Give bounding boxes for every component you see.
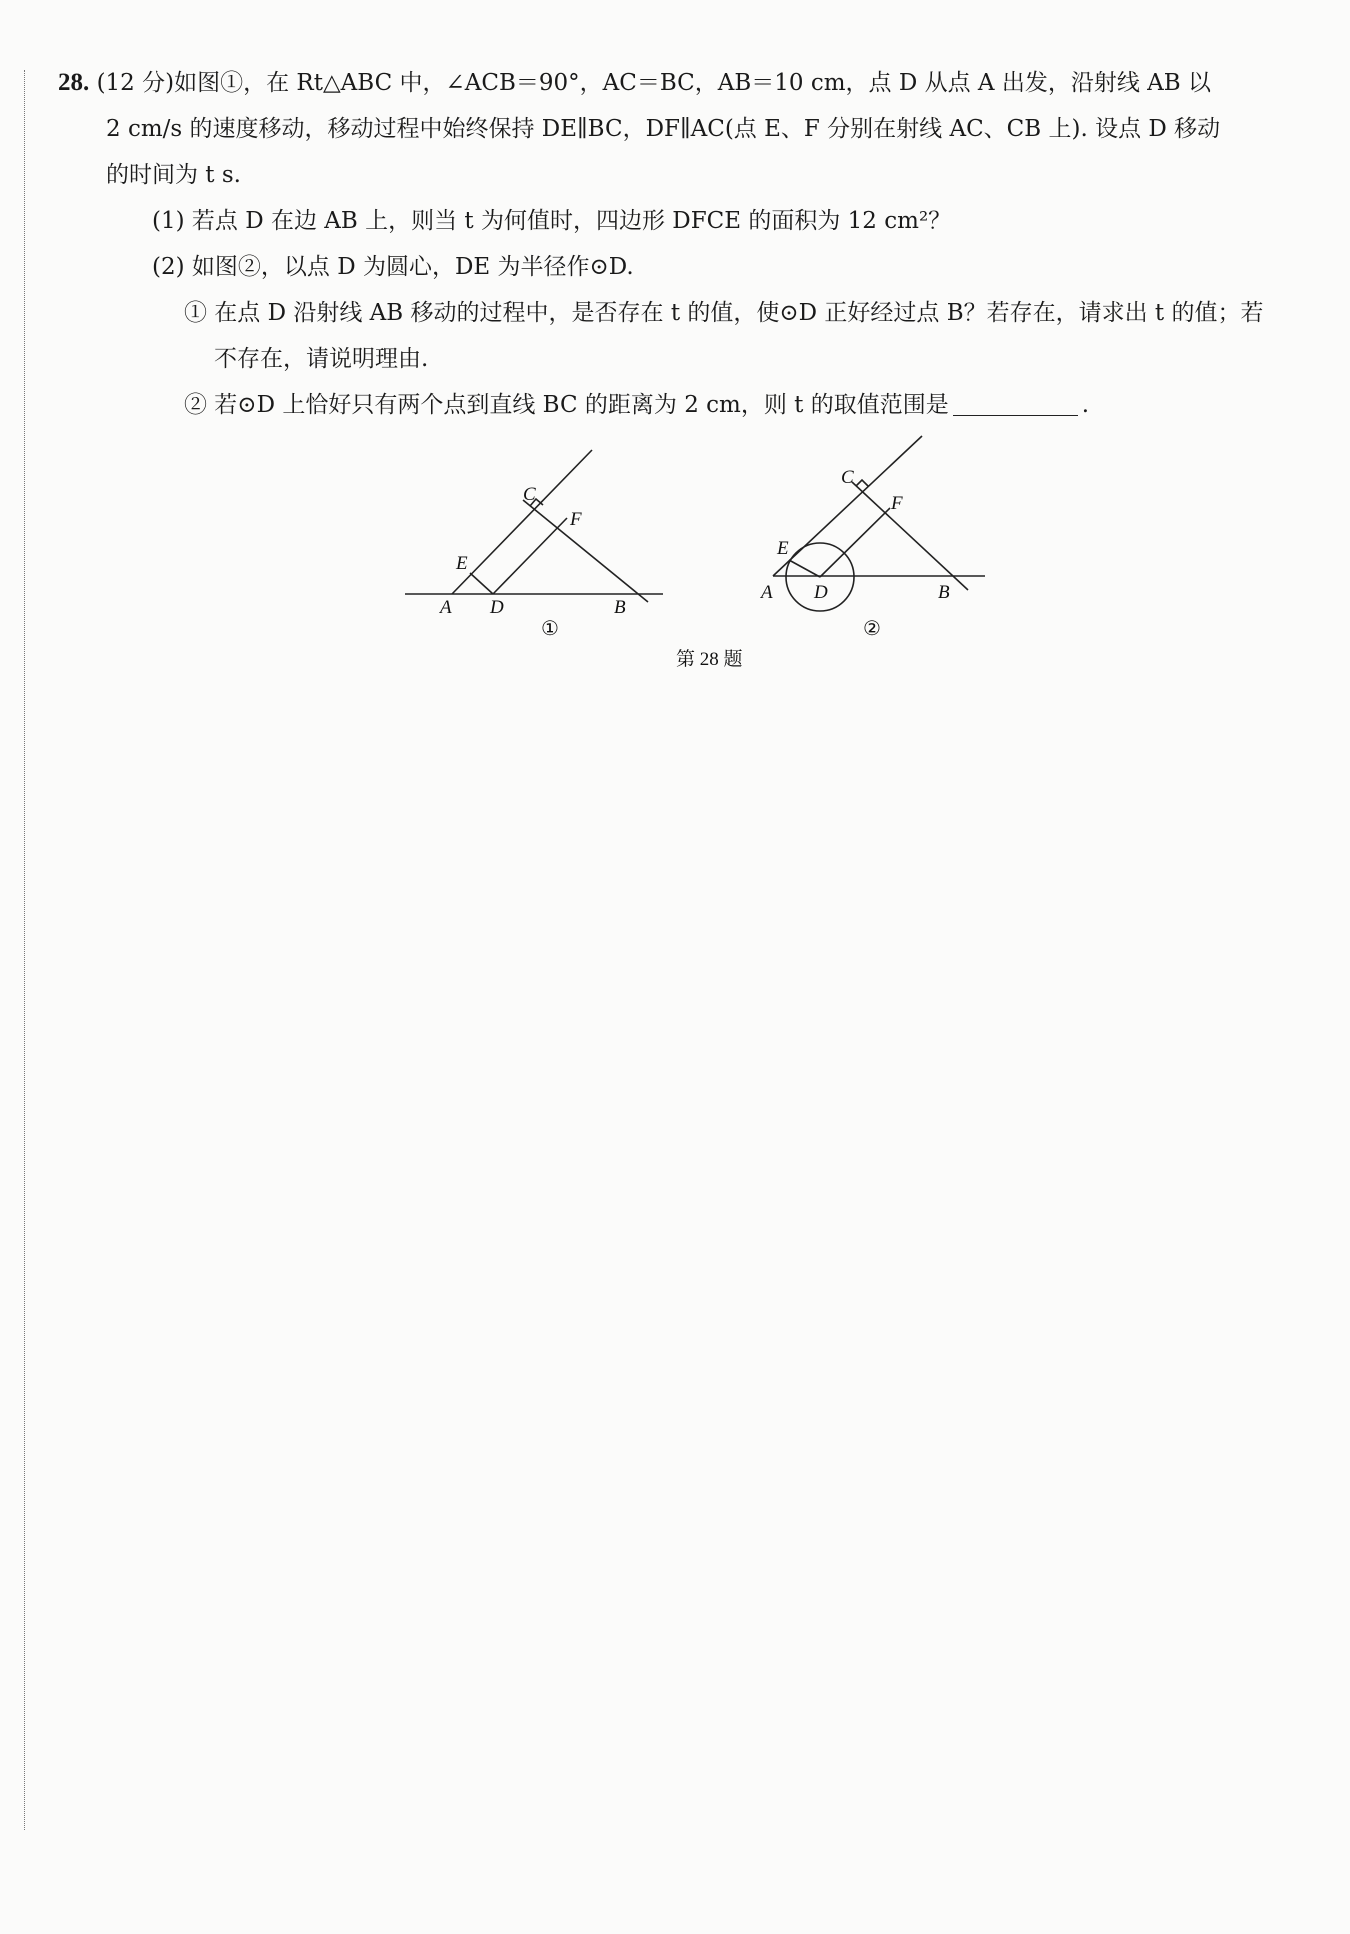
sub-question-2-period: . bbox=[1081, 392, 1090, 418]
fig2-segment-df bbox=[820, 508, 890, 577]
fig1-caption: ① bbox=[541, 618, 559, 640]
sub-question-1-line-1: ① 在点 D 沿射线 AB 移动的过程中，是否存在 t 的值，使⊙D 正好经过点 B？若存在，请求出 t 的值；若 bbox=[184, 300, 1264, 326]
fig2-labels bbox=[759, 467, 950, 640]
figure-caption: 第 28 题 bbox=[676, 649, 743, 670]
problem-text-1: (12 分)如图①，在 Rt△ABC 中，∠ACB＝90°，AC＝BC，AB＝10 cm，点 D 从点 A 出发，沿射线 AB 以 bbox=[96, 70, 1211, 96]
fig1-segment-df bbox=[493, 518, 567, 594]
problem-intro-line-3: 的时间为 t s. bbox=[106, 162, 241, 188]
fig2-label-d: D bbox=[814, 582, 828, 603]
fig1-label-b: B bbox=[614, 597, 626, 618]
part-2: (2) 如图②，以点 D 为圆心，DE 为半径作⊙D. bbox=[152, 254, 634, 280]
fig2-caption: ② bbox=[863, 618, 881, 640]
part-1: (1) 若点 D 在边 AB 上，则当 t 为何值时，四边形 DFCE 的面积为 12 cm²？ bbox=[152, 208, 952, 234]
fig1-label-c: C bbox=[523, 484, 536, 505]
problem-intro-line-2: 2 cm/s 的速度移动，移动过程中始终保持 DE∥BC，DF∥AC(点 E、F 分别在射线 AC、CB 上). 设点 D 移动 bbox=[106, 116, 1221, 142]
sub-question-2-text: ② 若⊙D 上恰好只有两个点到直线 BC 的距离为 2 cm，则 t 的取值范围是 bbox=[184, 392, 949, 418]
fig1-label-a: A bbox=[440, 597, 452, 618]
fig2-label-a: A bbox=[761, 582, 773, 603]
fig1-label-d: D bbox=[490, 597, 504, 618]
fig1-label-e: E bbox=[456, 553, 468, 574]
sub-question-1-line-2: 不存在，请说明理由. bbox=[214, 346, 429, 372]
problem-number: 28. bbox=[58, 69, 90, 96]
fig2-label-c: C bbox=[841, 467, 854, 488]
fig2-line-cb bbox=[852, 482, 968, 590]
fig2-label-e: E bbox=[777, 538, 789, 559]
fig1-line-cb bbox=[523, 500, 648, 602]
figure-2 bbox=[773, 436, 985, 611]
fig2-label-f: F bbox=[891, 493, 903, 514]
fig1-label-f: F bbox=[570, 509, 582, 530]
figure-1 bbox=[405, 450, 663, 602]
fig2-label-b: B bbox=[938, 582, 950, 603]
fig2-right-angle-mark bbox=[856, 480, 868, 486]
fig1-segment-de bbox=[470, 573, 493, 594]
fig2-segment-de bbox=[789, 560, 820, 577]
